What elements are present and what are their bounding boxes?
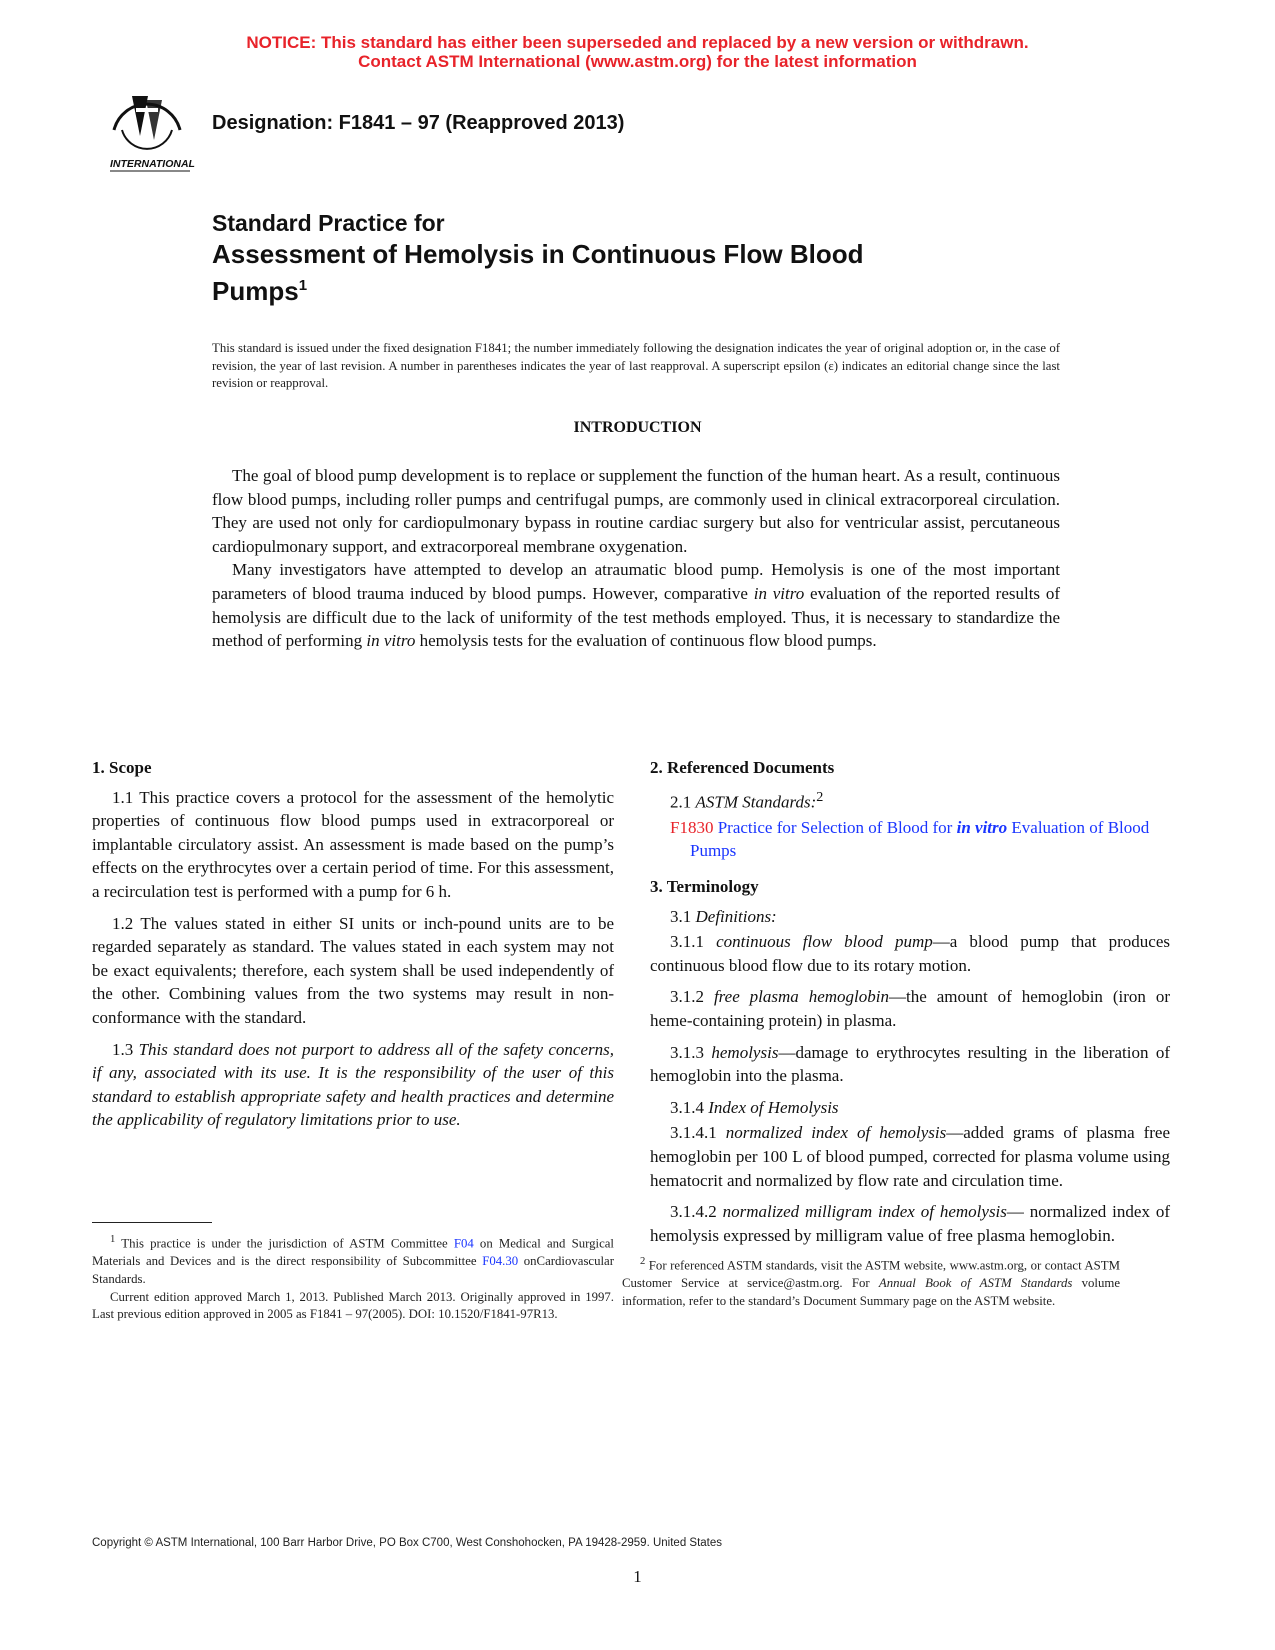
footnote-1-edition: Current edition approved March 1, 2013. Published March 2013. Originally approved in 1997. Last previous edition approved in 2005 as F1841 – 97(2005). DOI: 10.1520/F1841-97R13. [92,1289,614,1322]
introduction [212,464,1060,653]
definitions-subheading: 3.1 Definitions: [670,906,777,926]
page-number: 1 [633,1567,642,1586]
term-3-1-4: 3.1.4 Index of Hemolysis [670,1097,839,1117]
term-3-1-1: 3.1.1 continuous flow blood pump—a blood pump that produces continuous blood flow due to its rotary motion. [650,932,1170,975]
title-line-1: Standard Practice for [212,210,445,236]
committee-link[interactable]: F04 [453,1236,474,1251]
term-3-1-3: 3.1.3 hemolysis—damage to erythrocytes resulting in the liberation of hemoglobin into the plasma. [650,1042,1170,1086]
title-line-3: Pumps [212,276,299,306]
footnote-2: $^2$ For referenced ASTM standards, visit the ASTM website, www.astm.org, or contact ASTM Customer Service at service@astm.org. For Annual Book of ASTM Standards volume information, refer to the standard’s Document Summary page on the ASTM website. [622,1256,1121,1308]
term-3-1-4-1: 3.1.4.1 normalized index of hemolysis—added grams of plasma free hemoglobin per 100 L of blood pumped, corrected for plasma volume using hematocrit and normalized by flow rate and circulation time. [650,1123,1171,1190]
subcommittee-link[interactable]: F04.30 [482,1254,519,1269]
scope-1-1: 1.1 This practice covers a protocol for the assessment of the hemolytic properties of continuous flow blood pumps used in extracorporeal or implantable circulatory assist. An assessment is made based on the pump’s effects on the erythrocytes over a certain period of time. For this assessment, a recirculation test is performed with a pump for 6 h. [92,787,614,901]
left-column [92,756,614,1140]
issued-note: This standard is issued under the fixed designation F1841; the number immediately following the designation indicates the year of original adoption or, in the case of revision, the year of last revision. A number in parentheses indicates the year of last reapproval. A superscript epsilon (ε) indicates an editorial change since the last revision or reapproval. [212,341,1060,390]
designation: Designation: F1841 – 97 (Reapproved 2013) [212,112,625,134]
title-line-2: Assessment of Hemolysis in Continuous Flow Blood [212,239,864,269]
scope-heading: 1. Scope [92,758,152,777]
document-title [212,208,1012,307]
notice-line-1: NOTICE: This standard has either been superseded and replaced by a new version or withdrawn. [246,33,1029,52]
reference-code[interactable]: F1830 [670,817,714,837]
logo-text: INTERNATIONAL [110,158,195,170]
notice-line-2: Contact ASTM International (www.astm.org) for the latest information [358,52,917,71]
scope-1-2: 1.2 The values stated in either SI units or inch-pound units are to be regarded separately as standard. The values stated in each system may not be exact equivalents; therefore, each system shall be used independently of the other. Combining values from the two systems may result in non-conformance with the standard. [92,913,614,1027]
astm-standards-subheading: 2.1 ASTM Standards:$^2$ [670,788,824,812]
reference-f1830[interactable]: F1830 Practice for Selection of Blood for in vitro Evaluation of Blood Pumps [670,817,1150,861]
term-3-1-4-2: 3.1.4.2 normalized milligram index of hemolysis— normalized index of hemolysis expressed by milligram value of free plasma hemoglobin. [650,1202,1170,1245]
intro-paragraph-1: The goal of blood pump development is to replace or supplement the function of the human heart. As a result, continuous flow blood pumps, including roller pumps and centrifugal pumps, are commonly used in clinical extracorporeal circulation. They are used not only for cardiopulmonary bypass in routine cardiac surgery but also for ventricular assist, percutaneous cardiopulmonary support, and extracorporeal membrane oxygenation. [212,466,1060,556]
title-footnote-mark: 1 [298,277,308,294]
footnote-rule [92,1222,212,1223]
astm-international-logo-icon [92,80,202,180]
introduction-heading: INTRODUCTION [573,419,702,436]
withdrawal-notice [0,33,1275,71]
footnote-1: $^1$ This practice is under the jurisdiction of ASTM Committee F04 on Medical and Surgical Materials and Devices and is the direct responsibility of Subcommittee F04.30 onCardiovascular Standards. Current edition approved March 1, 2013. Published March 2013. Originally approved in 1997. Last previous edition approved in 2005 as F1841 – 97(2005). DOI: 10.1520/F1841-97R13. [92,1231,614,1324]
right-column [650,756,1170,1255]
referenced-documents-heading: 2. Referenced Documents [650,758,835,777]
copyright: Copyright © ASTM International, 100 Barr Harbor Drive, PO Box C700, West Conshohocken, PA 19428-2959. United States [92,1537,723,1549]
term-3-1-2: 3.1.2 free plasma hemoglobin—the amount of hemoglobin (iron or heme-containing protein) in plasma. [650,987,1171,1030]
intro-paragraph-2: Many investigators have attempted to develop an atraumatic blood pump. Hemolysis is one of the most important parameters of blood trauma induced by blood pumps. However, comparative in vitro evaluation of the reported results of hemolysis are difficult due to the lack of uniformity of the test methods employed. Thus, it is necessary to standardize the method of performing in vitro hemolysis tests for the evaluation of continuous flow blood pumps. [212,560,1061,651]
scope-1-3: 1.3 This standard does not purport to address all of the safety concerns, if any, associated with its use. It is the responsibility of the user of this standard to establish appropriate safety and health practices and determine the applicability of regulatory limitations prior to use. [92,1039,614,1130]
terminology-heading: 3. Terminology [650,877,759,897]
